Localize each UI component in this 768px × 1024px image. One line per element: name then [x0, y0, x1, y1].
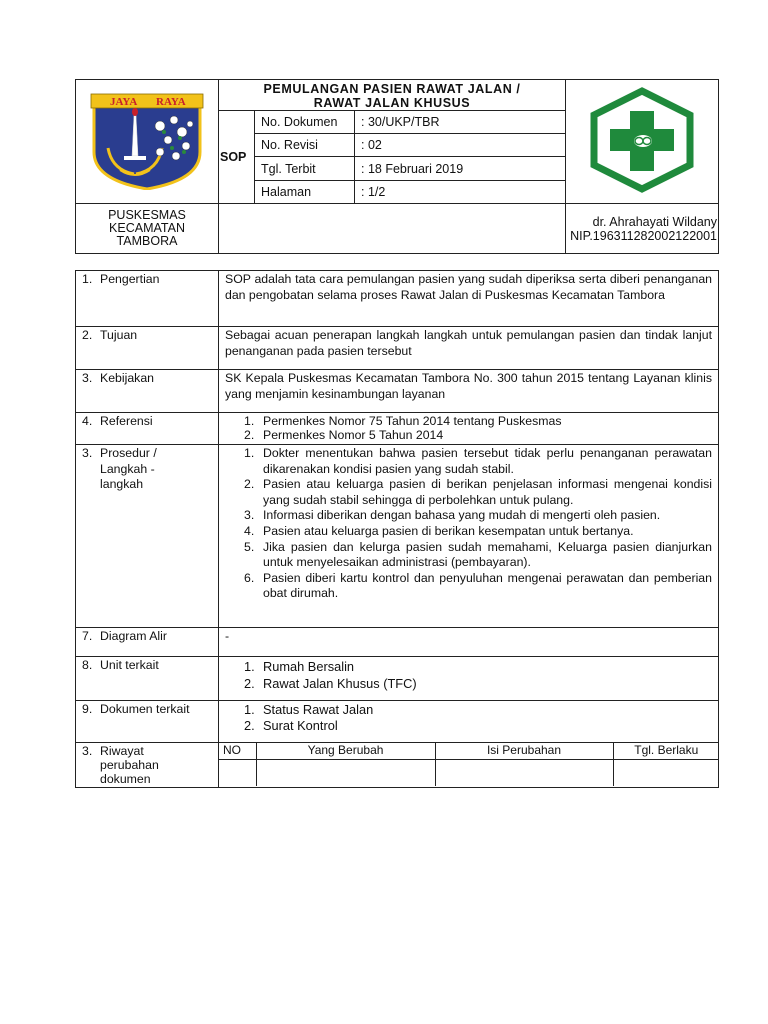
organization-name — [76, 204, 219, 254]
section-row — [76, 413, 719, 445]
section-label-text: Langkah - — [100, 461, 155, 476]
list-item-text: Pasien atau keluarga pasien di berikan penjelasan informasi mengenai kondisi yang sudah stabil sehingga di perbolehkan untuk pulang. — [263, 477, 712, 507]
list-item-text: Permenkes Nomor 75 Tahun 2014 tentang Puskesmas — [263, 414, 562, 428]
list-item-text: Pasien atau keluarga pasien di berikan kesempatan untuk bertanya. — [263, 523, 634, 538]
list-item: 1. Permenkes Nomor 75 Tahun 2014 tentang Puskesmas — [244, 414, 562, 428]
section-num: 4. — [82, 414, 93, 428]
jaya-raya-emblem-icon — [90, 90, 204, 190]
section-label-riwayat — [76, 743, 219, 788]
list-item: 3. Informasi diberikan dengan bahasa yang mudah di mengerti oleh pasien. — [244, 508, 661, 523]
list-item-text: Rawat Jalan Khusus (TFC) — [263, 676, 417, 691]
section-list-dokumen — [219, 701, 719, 743]
list-item-text: Status Rawat Jalan — [263, 702, 374, 717]
section-row — [76, 327, 719, 370]
list-item: 1. Dokter menentukan bahwa pasien tersebut tidak perlu penanganan perawatan dikarenakan kondisi pasien yang sudah stabil. — [244, 446, 712, 476]
column-header-tgl-berlaku: Tgl. Berlaku — [613, 743, 719, 759]
section-label-dokumen — [76, 701, 219, 743]
column-header-no: NO — [219, 743, 256, 759]
list-item: 2. Rawat Jalan Khusus (TFC) — [244, 676, 417, 691]
title-line-1: PEMULANGAN PASIEN RAWAT JALAN / — [263, 82, 521, 96]
sop-header — [75, 79, 719, 254]
column-header-yang-berubah: Yang Berubah — [256, 743, 435, 759]
list-item: 2. Pasien atau keluarga pasien di berikan penjelasan informasi mengenai kondisi yang sudah stabil sehingga di perbolehkan untuk pulang. — [244, 477, 712, 507]
section-list-referensi — [219, 413, 719, 445]
list-item: 4. Pasien atau keluarga pasien di berikan kesempatan untuk bertanya. — [244, 523, 634, 538]
jaya-raya-logo-cell — [76, 80, 219, 204]
sop-body — [75, 270, 719, 788]
section-text-tujuan: Sebagai acuan penerapan langkah langkah untuk pemulangan pasien dan tindak lanjut penanganan pada pasien tersebut — [219, 327, 719, 370]
section-label-text: Referensi — [100, 414, 153, 428]
section-row — [76, 743, 719, 788]
table-cell — [613, 759, 719, 786]
section-label-text: langkah — [100, 477, 144, 492]
section-row — [76, 628, 719, 657]
field-value-tgl-terbit: : 18 Februari 2019 — [355, 157, 566, 181]
signature-space — [219, 204, 566, 254]
signer-block — [566, 204, 719, 254]
logo-text-raya: RAYA — [156, 96, 186, 108]
section-label-text: dokumen — [100, 772, 151, 786]
section-row — [76, 445, 719, 628]
section-num: 9. — [82, 702, 93, 716]
revision-history-table-cell — [219, 743, 719, 788]
field-label-no-revisi: No. Revisi — [255, 134, 355, 157]
section-label-text: Dokumen terkait — [100, 702, 190, 716]
section-num: 3. — [82, 446, 93, 460]
section-label-kebijakan — [76, 370, 219, 413]
section-text-pengertian: SOP adalah tata cara pemulangan pasien yang sudah diperiksa serta diberi penanganan dan pengobatan selama proses Rawat Jalan di Puskesmas Kecamatan Tambora — [219, 271, 719, 327]
org-line-3: TAMBORA — [116, 234, 178, 248]
section-num: 8. — [82, 658, 93, 672]
field-value-halaman: : 1/2 — [355, 181, 566, 204]
section-num: 3. — [82, 371, 93, 385]
table-cell — [435, 759, 613, 786]
field-value-no-revisi: : 02 — [355, 134, 566, 157]
section-label-text: Prosedur / — [100, 446, 157, 460]
section-label-referensi — [76, 413, 219, 445]
sop-label: SOP — [219, 111, 255, 204]
list-item-text: Pasien diberi kartu kontrol dan penyuluhan mengenai perawatan dan pemberian obat dirumah. — [263, 570, 712, 601]
list-item: 1. Rumah Bersalin — [244, 659, 355, 674]
section-label-text: Pengertian — [100, 272, 160, 286]
field-label-halaman: Halaman — [255, 181, 355, 204]
section-row — [76, 701, 719, 743]
list-item: 1. Status Rawat Jalan — [244, 702, 374, 717]
column-header-isi-perubahan: Isi Perubahan — [435, 743, 613, 759]
section-num: 2. — [82, 328, 93, 342]
list-item-text: Surat Kontrol — [263, 717, 338, 733]
section-num: 3. — [82, 744, 93, 758]
signer-nip: NIP.196311282002122001 — [570, 228, 717, 243]
section-row — [76, 271, 719, 327]
list-item: 2. Permenkes Nomor 5 Tahun 2014 — [244, 428, 444, 442]
revision-history-table — [219, 743, 719, 786]
section-label-text: Riwayat — [100, 744, 144, 758]
section-list-unit — [219, 657, 719, 701]
list-item: 6. Pasien diberi kartu kontrol dan penyuluhan mengenai perawatan dan pemberian obat dirumah. — [244, 570, 712, 601]
section-label-text: Unit terkait — [100, 658, 159, 672]
table-cell — [256, 759, 435, 786]
section-text-diagram: - — [219, 628, 719, 657]
field-label-tgl-terbit: Tgl. Terbit — [255, 157, 355, 181]
list-item: 2. Surat Kontrol — [244, 717, 338, 733]
puskesmas-logo-icon — [582, 85, 702, 195]
list-item-text: Jika pasien dan kelurga pasien sudah memahami, Keluarga pasien dianjurkan untuk menyelesaikan administrasi (pembayaran). — [263, 539, 712, 570]
section-row — [76, 657, 719, 701]
section-label-text: Kebijakan — [100, 371, 155, 385]
field-value-no-dokumen: : 30/UKP/TBR — [355, 111, 566, 134]
org-line-2: KECAMATAN — [109, 221, 185, 235]
list-item: 5. Jika pasien dan kelurga pasien sudah memahami, Keluarga pasien dianjurkan untuk menyelesaikan administrasi (pembayaran). — [244, 539, 712, 570]
section-label-diagram — [76, 628, 219, 657]
puskesmas-logo-cell — [566, 80, 719, 204]
list-item-text: Rumah Bersalin — [263, 659, 355, 674]
table-cell — [219, 759, 256, 786]
section-row — [76, 370, 719, 413]
org-line-1: PUSKESMAS — [108, 208, 186, 222]
section-num: 1. — [82, 272, 93, 286]
section-label-text: Tujuan — [100, 328, 138, 342]
section-label-prosedur — [76, 445, 219, 628]
section-list-prosedur — [219, 445, 719, 628]
list-item-text: Informasi diberikan dengan bahasa yang mudah di mengerti oleh pasien. — [263, 508, 661, 523]
list-item-text: Permenkes Nomor 5 Tahun 2014 — [263, 428, 444, 442]
section-label-pengertian — [76, 271, 219, 327]
section-label-text: Diagram Alir — [100, 629, 167, 643]
section-label-text: perubahan — [100, 758, 159, 772]
section-label-unit — [76, 657, 219, 701]
title-line-2: RAWAT JALAN KHUSUS — [313, 96, 471, 110]
field-label-no-dokumen: No. Dokumen — [255, 111, 355, 134]
section-text-kebijakan: SK Kepala Puskesmas Kecamatan Tambora No. 300 tahun 2015 tentang Layanan klinis yang menjamin kesinambungan layanan — [219, 370, 719, 413]
section-num: 7. — [82, 629, 93, 643]
list-item-text: Dokter menentukan bahwa pasien tersebut tidak perlu penanganan perawatan dikarenakan kondisi pasien yang sudah stabil. — [263, 446, 712, 476]
logo-text-jaya: JAYA — [110, 96, 138, 108]
signer-name: dr. Ahrahayati Wildany — [592, 214, 717, 229]
section-label-tujuan — [76, 327, 219, 370]
document-title — [219, 80, 566, 111]
